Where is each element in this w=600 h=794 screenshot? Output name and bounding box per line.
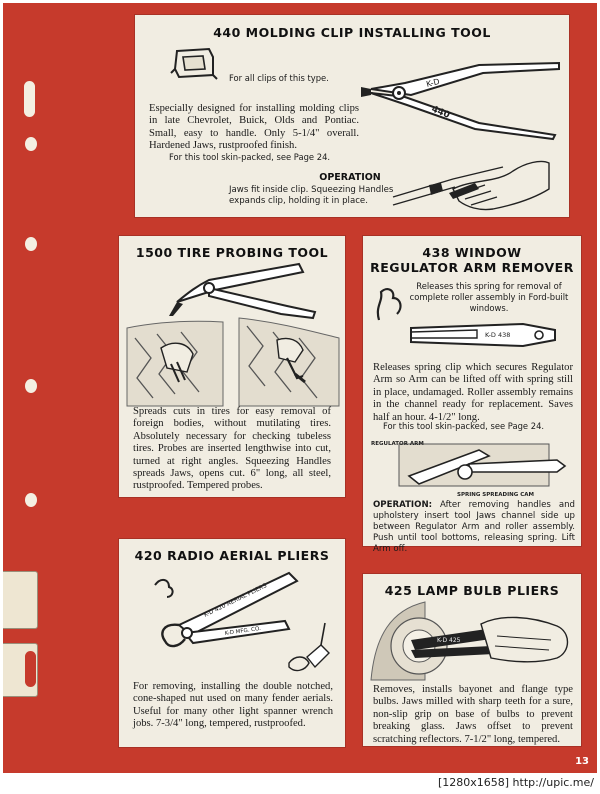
tool-marking-mfg: K-D MFG. CO. (224, 625, 262, 637)
binder-margin (3, 3, 43, 773)
card-title-line1: 438 WINDOW (422, 245, 522, 260)
regulator-arm-label: REGULATOR ARM (371, 441, 424, 447)
spring-spreading-cam-label: SPRING SPREADING CAM (457, 492, 534, 498)
tire-operation-illustration (127, 318, 339, 406)
spring-caption: Releases this spring for removal of complete roller assembly in Ford-built windows. (409, 281, 569, 313)
tool-marking-425: K-D 425 (437, 637, 461, 644)
card-1500-tire-probing-tool (119, 236, 345, 497)
tool-description: For removing, installing the double notched, cone-shaped nut used on many fender aerials. Useful for many other light spanner wrench jobs. 7-3/4" long, tempered, rustproofed. (133, 681, 333, 730)
card-title: 1500 TIRE PROBING TOOL (135, 245, 329, 260)
tool-425-illustration (371, 596, 575, 680)
operation-text: Jaws fit inside clip. Squeezing Handles expands clip, holding it in place. (229, 185, 394, 206)
clip-caption: For all clips of this type. (229, 73, 329, 83)
card-title: 425 LAMP BULB PLIERS (384, 583, 560, 598)
card-438-window-regulator-arm-remover (363, 236, 581, 554)
spring-illustration (373, 284, 405, 322)
card-title: 440 MOLDING CLIP INSTALLING TOOL (213, 25, 491, 40)
tool-420-illustration (139, 563, 339, 675)
tool-marking-440: 440 (429, 104, 452, 121)
card-440-molding-clip-tool (135, 15, 569, 217)
tool-description: Especially designed for installing molding clips in late Chevrolet, Buick, Olds and Pontiac. Small, easy to handle. Only 5-1/4" overall. Hardened Jaws, rustproofed finish. (149, 103, 359, 152)
catalog-page (3, 3, 597, 773)
binder-slot (25, 651, 36, 687)
card-420-radio-aerial-pliers (119, 539, 345, 747)
skin-pack-note: For this tool skin-packed, see Page 24. (169, 152, 331, 162)
tool-1500-illustration (169, 258, 319, 318)
skin-pack-note: For this tool skin-packed, see Page 24. (383, 421, 545, 431)
molding-clip-illustration (169, 43, 219, 83)
index-tab (3, 571, 38, 629)
tool-description: Spreads cuts in tires for easy removal of foreign bodies, without mutilating tires. Absolutely necessary for checking tubeless tires. Probes are inserted lengthwise into cut, turned at right angles. Squeezing Handles spreads Jaws, opens cut. 6" long, all steel, rustproofed. Tempered probes. (133, 406, 331, 492)
tool-description: Releases spring clip which secures Regulator Arm so Arm can be lifted off with spring still in place, undamaged. Roller assembly remains in the channel ready for replacement. Saves half an hour. 4-1/2" long. (373, 362, 573, 423)
binder-hole (25, 379, 37, 393)
tool-description: Removes, installs bayonet and flange type bulbs. Jaws milled with sharp teeth for a sure, non-slip grip on base of bulbs to prevent breaking glass. Jaws offset to prevent scratching reflectors. 7-1/2" long, tempered. (373, 684, 573, 745)
card-title-line2: REGULATOR ARM REMOVER (370, 260, 574, 275)
operation-text (373, 500, 575, 555)
tool-marking-438: K-D 438 (485, 331, 511, 339)
watermark-text[interactable]: [1280x1658] http://upic.me/ (437, 776, 594, 789)
tool-440-illustration (359, 61, 565, 139)
tool-marking-420: K-D 420 AERIAL PLIERS (202, 582, 268, 619)
card-title: 420 RADIO AERIAL PLIERS (134, 548, 330, 563)
operation-label: OPERATION: (373, 500, 433, 510)
binder-hole (25, 237, 37, 251)
binder-slot (24, 81, 35, 117)
page-number: 13 (575, 756, 589, 767)
regulator-arm-illustration (369, 436, 575, 498)
operation-heading: OPERATION (319, 172, 381, 183)
binder-hole (25, 137, 37, 151)
tool-marking-kd: K-D (425, 76, 441, 89)
image-watermark (0, 773, 600, 794)
binder-hole (25, 493, 37, 507)
operation-body: After removing handles and upholstery insert tool Jaws channel side up between Regulator Arm and roller assembly. Push until tool bottoms, releasing spring. Lift Arm off. (373, 500, 576, 554)
card-425-lamp-bulb-pliers (363, 574, 581, 746)
tool-438-illustration (407, 320, 557, 350)
